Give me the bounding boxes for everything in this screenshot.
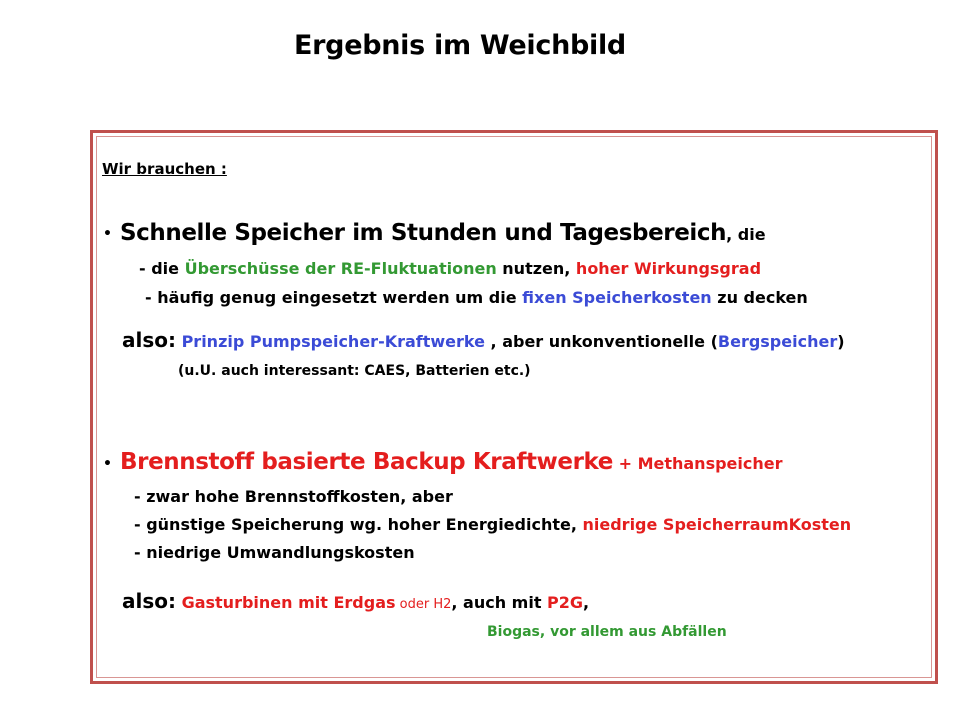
s2-also-label: also: bbox=[122, 589, 176, 613]
s2-line2-red: niedrige SpeicherraumKosten bbox=[582, 515, 852, 534]
bullet-icon: • bbox=[103, 456, 112, 472]
section2-line2 bbox=[134, 515, 851, 534]
section1-heading: Schnelle Speicher im Stunden und Tagesbereich bbox=[120, 220, 727, 246]
s2-also-red2: P2G bbox=[547, 593, 584, 612]
s2-also-mid: , auch mit bbox=[451, 593, 548, 612]
page-title: Ergebnis im Weichbild bbox=[294, 30, 626, 61]
also-blue1: Prinzip Pumpspeicher-Kraftwerke bbox=[181, 332, 485, 351]
line2-dash: - häufig genug eingesetzt werden um die bbox=[145, 288, 523, 307]
line2-blue: fixen Speicherkosten bbox=[522, 288, 712, 307]
s2-also-end: , bbox=[583, 593, 590, 612]
also-end: ) bbox=[837, 332, 845, 351]
section1-heading-suffix: , die bbox=[726, 225, 766, 244]
section2-biogas: Biogas, vor allem aus Abfällen bbox=[487, 624, 727, 640]
section2-line3: - niedrige Umwandlungskosten bbox=[134, 543, 415, 562]
section1-line1 bbox=[139, 259, 761, 278]
also-label: also: bbox=[122, 328, 176, 352]
line1-dash: - die bbox=[139, 259, 185, 278]
s2-line2-text: - günstige Speicherung wg. hoher Energiedichte, bbox=[134, 515, 583, 534]
line2-end: zu decken bbox=[711, 288, 808, 307]
also-blue2: Bergspeicher bbox=[717, 332, 838, 351]
s2-also-small: oder H2 bbox=[395, 597, 452, 612]
section2-line1: - zwar hohe Brennstoffkosten, aber bbox=[134, 487, 453, 506]
section1-note: (u.U. auch interessant: CAES, Batterien etc.) bbox=[178, 363, 531, 379]
line1-green: Überschüsse der RE-Fluktuationen bbox=[184, 259, 497, 278]
section1-line2 bbox=[145, 288, 808, 307]
section2-also bbox=[122, 589, 589, 613]
section2-suffix: + Methanspeicher bbox=[613, 454, 783, 473]
section2-heading-line bbox=[120, 449, 783, 475]
section1-also bbox=[122, 328, 845, 352]
line1-mid: nutzen, bbox=[496, 259, 576, 278]
line1-red: hoher Wirkungsgrad bbox=[575, 259, 762, 278]
bullet-icon: • bbox=[103, 226, 112, 242]
section2-heading: Brennstoff basierte Backup Kraftwerke bbox=[120, 449, 614, 475]
s2-also-red1: Gasturbinen mit Erdgas bbox=[181, 593, 396, 612]
section1-heading-line bbox=[120, 220, 766, 246]
also-mid: , aber unkonventionelle ( bbox=[484, 332, 718, 351]
intro-label: Wir brauchen : bbox=[102, 160, 227, 178]
